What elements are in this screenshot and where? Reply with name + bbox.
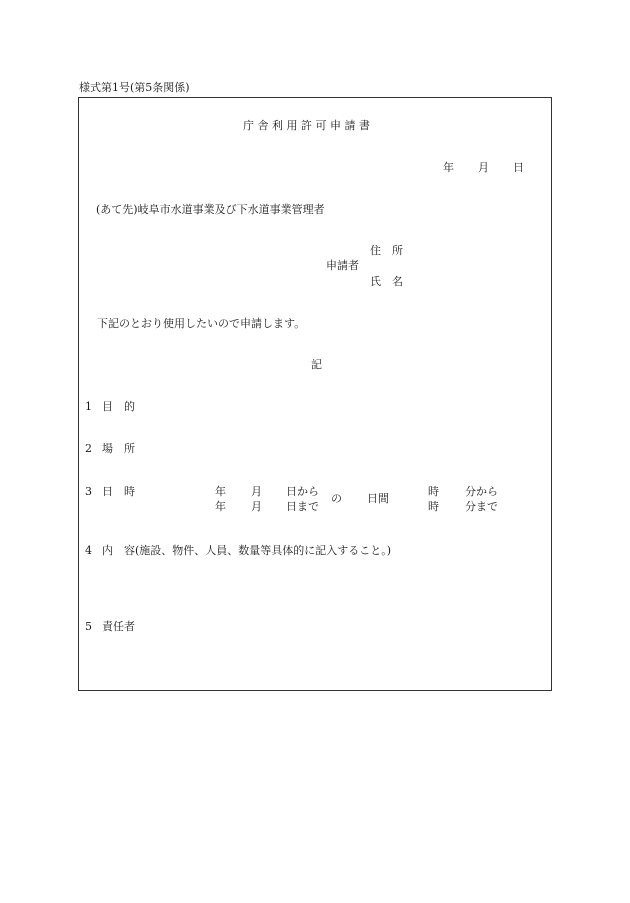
item-2-label: 場 所 bbox=[102, 442, 135, 455]
to-month-label: 月 bbox=[251, 500, 262, 513]
item-1-label: 目 的 bbox=[102, 400, 135, 413]
to-minute-label: 分まで bbox=[465, 500, 498, 513]
application-form-frame bbox=[78, 97, 552, 691]
item-4-number: 4 bbox=[85, 544, 92, 557]
applicant-address-label: 住 所 bbox=[370, 244, 403, 257]
applicant-name-label: 氏 名 bbox=[370, 275, 403, 288]
form-label: 様式第1号(第5条関係) bbox=[79, 81, 190, 94]
addressee: (あて先)岐阜市水道事業及び下水道事業管理者 bbox=[96, 203, 325, 216]
from-hour-label: 時 bbox=[428, 485, 439, 498]
to-day-label: 日まで bbox=[286, 500, 319, 513]
item-5-label: 責任者 bbox=[102, 620, 135, 633]
item-5-number: 5 bbox=[85, 620, 92, 633]
form-title: 庁 舎 利 用 許 可 申 請 書 bbox=[243, 119, 370, 132]
item-1-number: 1 bbox=[85, 400, 92, 413]
item-3-number: 3 bbox=[85, 485, 92, 498]
to-hour-label: 時 bbox=[428, 500, 439, 513]
date-day-label: 日 bbox=[513, 161, 524, 174]
item-4-label: 内 容(施設、物件、人員、数量等具体的に記入すること。) bbox=[102, 544, 392, 557]
date-year-label: 年 bbox=[443, 161, 454, 174]
days-label: 日間 bbox=[367, 492, 389, 505]
from-month-label: 月 bbox=[251, 485, 262, 498]
no-particle: の bbox=[331, 492, 342, 505]
to-year-label: 年 bbox=[215, 500, 226, 513]
item-2-number: 2 bbox=[85, 442, 92, 455]
from-minute-label: 分から bbox=[465, 485, 498, 498]
intro-text: 下記のとおり使用したいので申請します。 bbox=[97, 317, 306, 330]
item-3-label: 日 時 bbox=[102, 485, 135, 498]
date-month-label: 月 bbox=[478, 161, 489, 174]
from-day-label: 日から bbox=[286, 485, 319, 498]
ki-label: 記 bbox=[311, 358, 322, 371]
applicant-label: 申請者 bbox=[326, 259, 359, 272]
from-year-label: 年 bbox=[215, 485, 226, 498]
